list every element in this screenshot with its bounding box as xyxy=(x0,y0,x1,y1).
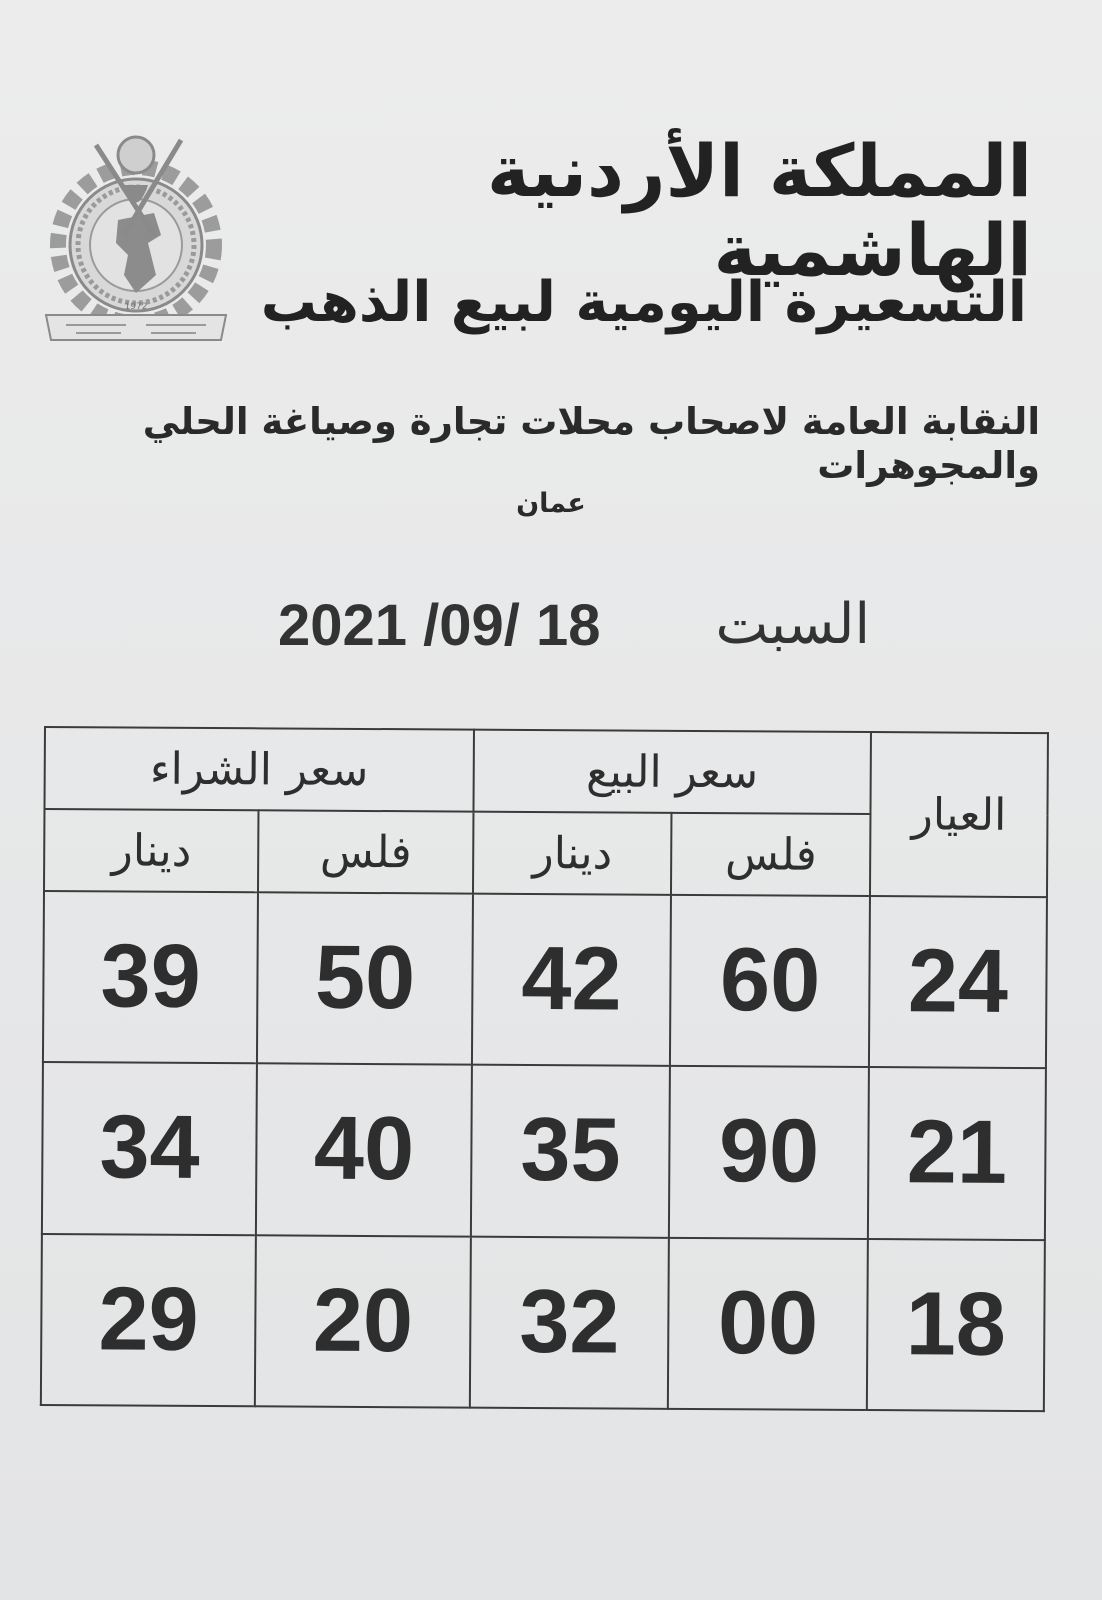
karat-cell: 21 xyxy=(868,1067,1046,1239)
buy-dinar-header: دينار xyxy=(44,809,259,892)
date-value: 2021 /09/ 18 xyxy=(278,593,601,658)
buy-price-header: سعر الشراء xyxy=(44,727,473,812)
daily-pricing-title: التسعيرة اليومية لبيع الذهب xyxy=(260,270,1027,335)
buy-fils-cell: 40 xyxy=(256,1064,471,1237)
sell-price-header: سعر البيع xyxy=(473,730,871,814)
sell-fils-header: فلس xyxy=(671,813,870,896)
table-row xyxy=(42,1062,1046,1239)
buy-fils-cell: 50 xyxy=(257,892,472,1065)
buy-dinar-cell: 34 xyxy=(42,1062,257,1235)
table-row xyxy=(41,1234,1045,1411)
karat-header: العيار xyxy=(870,732,1048,897)
buy-fils-cell: 20 xyxy=(255,1235,470,1408)
sell-dinar-cell: 42 xyxy=(472,894,672,1067)
buy-dinar-cell: 39 xyxy=(43,891,258,1064)
buy-dinar-cell: 29 xyxy=(41,1234,256,1407)
sell-dinar-cell: 35 xyxy=(471,1065,671,1238)
sell-fils-cell: 90 xyxy=(669,1066,869,1239)
karat-cell: 18 xyxy=(867,1239,1045,1411)
syndicate-name: النقابة العامة لاصحاب محلات تجارة وصياغة الحلي والمجوهرات xyxy=(142,400,1040,488)
sell-dinar-cell: 32 xyxy=(470,1236,670,1409)
sell-fils-cell: 60 xyxy=(670,895,870,1068)
city-name: عمان xyxy=(516,488,586,519)
syndicate-emblem-icon xyxy=(36,125,236,355)
buy-fils-header: فلس xyxy=(258,810,473,893)
emblem-year: 1972 xyxy=(124,302,148,312)
date-line xyxy=(270,592,870,672)
gold-price-table xyxy=(40,726,1049,1412)
table-row xyxy=(43,891,1047,1068)
kingdom-title: المملكة الأردنية الهاشمية xyxy=(486,129,1032,293)
sell-fils-cell: 00 xyxy=(668,1237,868,1410)
day-name: السبت xyxy=(715,592,870,657)
sell-dinar-header: دينار xyxy=(473,812,672,895)
karat-cell: 24 xyxy=(869,896,1047,1068)
